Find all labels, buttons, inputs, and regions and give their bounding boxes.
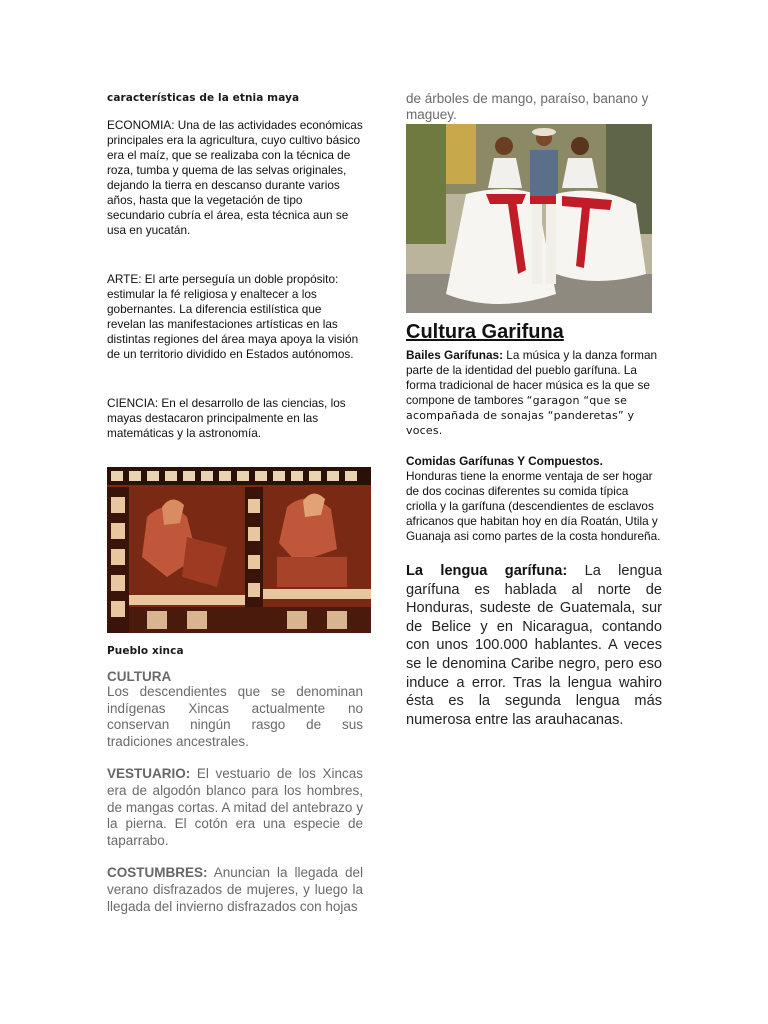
right-column <box>406 91 662 123</box>
bailes-label: Bailes Garífunas: <box>406 348 504 362</box>
maya-mural-image <box>107 467 371 633</box>
economia-label: ECONOMIA: <box>107 118 175 132</box>
bailes-paragraph <box>406 348 662 438</box>
ciencia-text: En el desarrollo de las ciencias, los mayas destacaron principalmente en las matemáticas y la astronomía. <box>107 396 346 440</box>
cultura-paragraph: Los descendientes que se denominan indígenas Xincas actualmente no conservan ningún rasgo de sus tradiciones ancestrales. <box>107 684 363 749</box>
economia-text: Una de las actividades económicas principales era la agricultura, cuyo cultivo básico era el maíz, que se realizaba con la técnica de roza, tumba y quema de las selvas originales, dejando la tierra en descanso durante varios años, hasta que la vegetación de tipo secundario cubría el área, esta técnica aun se usa en yucatán. <box>107 118 363 237</box>
vestuario-text: El vestuario de los Xincas era de algodón blanco para los hombres, de mangas cortas. A mitad del antebrazo y la pierna. El cotón era una especie de taparrabo. <box>107 766 363 848</box>
bailes-quote: “garagon “que se acompañada de sonajas “panderetas” y voces. <box>406 394 635 437</box>
ciencia-label: CIENCIA: <box>107 396 159 410</box>
xinca-heading: Pueblo xinca <box>107 645 184 657</box>
comidas-paragraph: Honduras tiene la enorme ventaja de ser hogar de dos cocinas diferentes su comida típica criolla y la garífuna (descendientes de esclavos africanos que habitan hoy en día Roatán, Utila y Guanaja asi como partes de la costa hondureña. <box>406 469 661 543</box>
lengua-paragraph <box>406 562 662 729</box>
xinca-section <box>107 645 363 915</box>
ciencia-paragraph <box>107 396 363 441</box>
maya-heading: características de la etnia maya <box>107 92 300 104</box>
vestuario-label: VESTUARIO: <box>107 766 191 782</box>
garifuna-title: Cultura Garifuna <box>406 321 564 343</box>
comidas-heading: Comidas Garífunas Y Compuestos. <box>406 454 603 468</box>
bailes-text: La música y la danza forman parte de la identidad del pueblo garífuna. La forma tradicional de hacer música es la que se compone de tambores <box>406 348 658 407</box>
lengua-text: La lengua garífuna es hablada al norte de Honduras, sudeste de Guatemala, sur de Belice y en Nicaragua, contando con unos 100.000 hablantes. A veces se le denomina Caribe negro, pero eso induce a error. Tras la lengua wahiro ésta es la segunda lengua más numerosa entre las arauhacanas. <box>406 563 662 728</box>
arte-text: El arte perseguía un doble propósito: estimular la fé religiosa y enaltecer a los gobernantes. La diferencia estilística que revelan las manifestaciones artísticas en las distintas regiones del área maya apoya la visión de un territorio dividido en Estados autónomos. <box>107 272 359 361</box>
garifuna-section <box>406 321 662 729</box>
arte-paragraph <box>107 272 363 362</box>
lengua-label: La lengua garífuna: <box>406 563 568 579</box>
economia-paragraph <box>107 118 363 238</box>
cultura-title: CULTURA <box>107 669 172 684</box>
vestuario-paragraph <box>107 766 363 849</box>
garifuna-dancers-image <box>406 124 652 313</box>
costumbres-paragraph <box>107 865 363 915</box>
costumbres-label: COSTUMBRES: <box>107 865 208 881</box>
continuation-text: de árboles de mango, paraíso, banano y maguey. <box>406 91 649 122</box>
left-column <box>107 92 363 441</box>
costumbres-text: Anuncian la llegada del verano disfrazados de mujeres, y luego la llegada del invierno disfrazados con hojas <box>107 865 363 914</box>
arte-label: ARTE: <box>107 272 142 286</box>
